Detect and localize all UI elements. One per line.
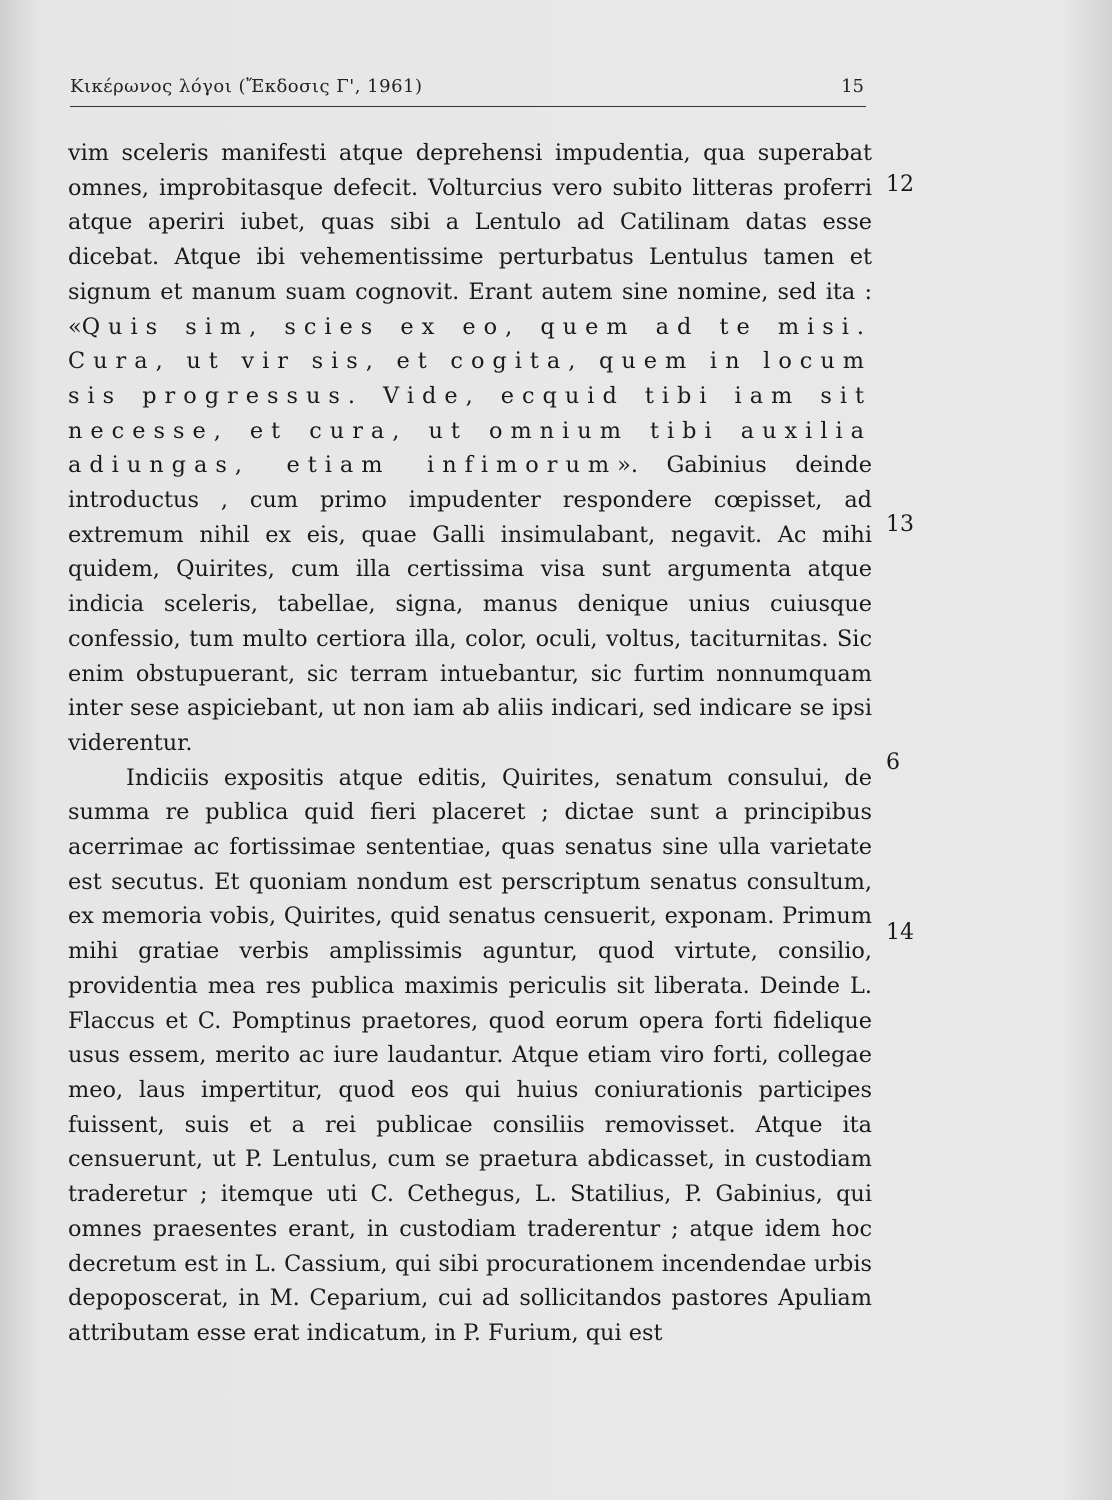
main-text bbox=[68, 136, 872, 1351]
running-title: Κικέρωνος λόγοι (Ἔκδοσις Γ', 1961) bbox=[70, 76, 423, 97]
paragraph-1-end: ». Gabinius deinde introductus , cum primo impudenter respondere cœpisset, ad extremum nihil ex eis, quae Galli insimulabant, negavit. Ac mihi quidem, Quirites, cum illa certissima visa sunt argumenta atque indicia sceleris, tabellae, signa, manus denique unius cuiusque confessio, tum multo certiora illa, color, oculi, voltus, taciturnitas. Sic enim obstupuerant, sic terram intuebantur, sic furtim nonnumquam inter sese aspiciebant, ut non iam ab aliis indicari, sed indicare se ipsi viderentur. bbox=[68, 452, 872, 756]
margin-number-13: 13 bbox=[886, 512, 914, 537]
margin-number-12: 12 bbox=[886, 172, 914, 197]
page-number: 15 bbox=[841, 76, 864, 97]
running-header bbox=[70, 72, 866, 107]
paragraph-1 bbox=[68, 136, 872, 761]
paragraph-1-start: vim sceleris manifesti atque deprehensi impudentia, qua superabat omnes, improbitasque defecit. Volturcius vero subito litteras proferri atque aperiri iubet, quas sibi a Lentulo ad Catilinam datas esse dicebat. Atque ibi vehementissime perturbatus Lentulus tamen et signum et manum suam cognovit. Erant autem sine nomine, sed ita : « bbox=[68, 140, 872, 340]
margin-number-14: 14 bbox=[886, 920, 914, 945]
paragraph-2: Indiciis expositis atque editis, Quirites, senatum consului, de summa re publica quid fieri placeret ; dictae sunt a principibus acerrimae ac fortissimae sententiae, quas senatus sine ulla varietate est secutus. Et quoniam nondum est perscriptum senatus consultum, ex memoria vobis, Quirites, quid senatus censuerit, exponam. Primum mihi gratiae verbis amplissimis aguntur, quod virtute, consilio, providentia mea res publica maximis periculis sit liberata. Deinde L. Flaccus et C. Pomptinus praetores, quod eorum opera forti fidelique usus essem, merito ac iure laudantur. Atque etiam viro forti, collegae meo, laus impertitur, quod eos qui huius coniurationis participes fuissent, suis et a rei publicae consiliis removisset. Atque ita censuerunt, ut P. Lentulus, cum se praetura abdicasset, in custodiam traderetur ; itemque uti C. Cethegus, L. Statilius, P. Gabinius, qui omnes praesentes erant, in custodiam traderentur ; atque idem hoc decretum est in L. Cassium, qui sibi procurationem incendendae urbis depoposcerat, in M. Ceparium, cui ad sollicitandos pastores Apuliam attributam esse erat indicatum, in P. Furium, qui est bbox=[68, 764, 872, 1346]
letter-quotation: Quis sim, scies ex eo, quem ad te misi. Cura, ut vir sis, et cogita, quem in locum sis progressus. Vide, ecquid tibi iam sit necesse, et cura, ut omnium tibi auxilia adiungas, etiam infimorum bbox=[68, 313, 872, 479]
margin-number-6: 6 bbox=[886, 750, 900, 775]
